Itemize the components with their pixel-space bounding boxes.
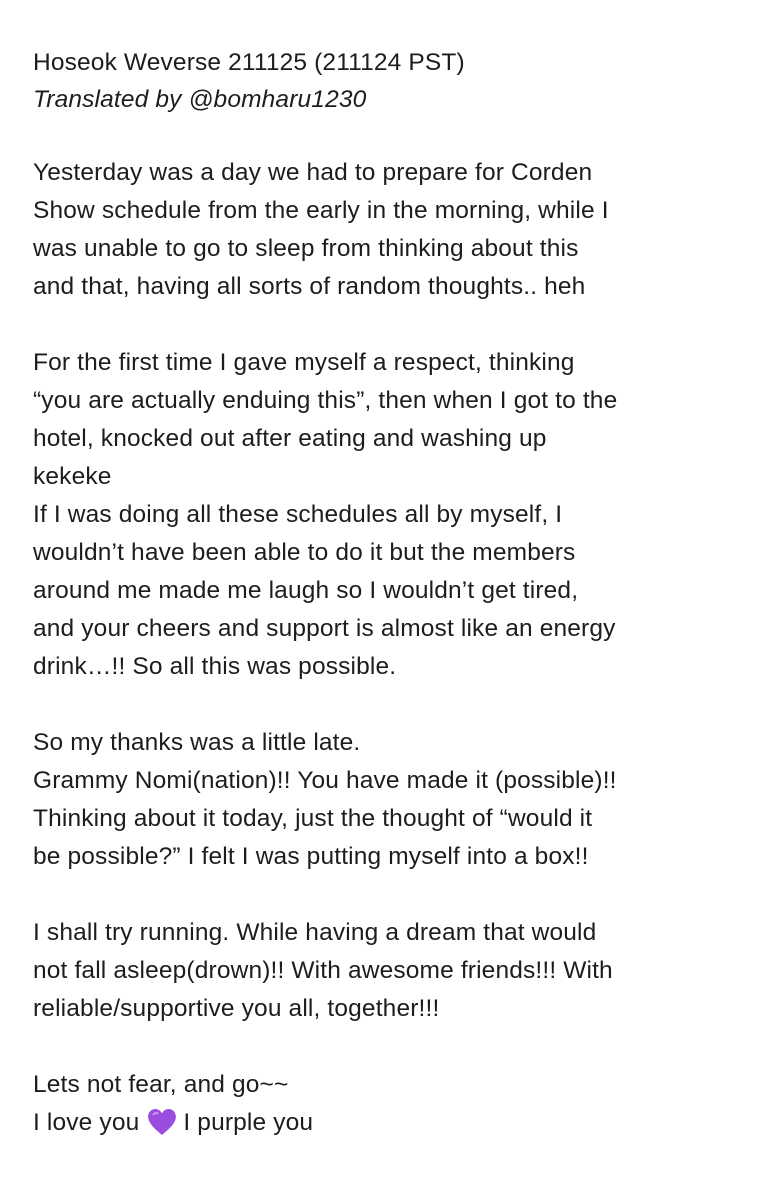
text-line: Yesterday was a day we had to prepare for Corden [33,159,593,186]
text-line: wouldn’t have been able to do it but the members [33,539,576,566]
paragraph-3 [33,724,773,876]
text-line: and that, having all sorts of random thoughts.. heh [33,273,586,300]
text-line: “you are actually enduing this”, then when I got to the [33,387,618,414]
text-line: hotel, knocked out after eating and washing up [33,425,547,452]
text-line: Show schedule from the early in the morning, while I [33,197,609,224]
note-title: Hoseok Weverse 211125 (211124 PST) [33,49,465,76]
text-line: and your cheers and support is almost like an energy [33,615,616,642]
text-line: kekeke [33,463,112,490]
translator-credit: Translated by @bomharu1230 [33,86,367,113]
text-line: If I was doing all these schedules all by myself, I [33,501,563,528]
paragraph-4 [33,914,773,1028]
text-line: So my thanks was a little late. [33,729,361,756]
love-line [33,1104,773,1142]
paragraph-2 [33,344,773,686]
text-line: was unable to go to sleep from thinking about this [33,235,579,262]
text-line: Grammy Nomi(nation)!! You have made it (possible)!! [33,767,617,794]
text-line: around me made me laugh so I wouldn’t get tired, [33,577,579,604]
text-line: not fall asleep(drown)!! With awesome friends!!! With [33,957,613,984]
purple-heart-icon [147,1108,177,1136]
paragraph-spacer [33,1028,773,1066]
text-line: Thinking about it today, just the thought of “would it [33,805,593,832]
closing-line: Lets not fear, and go~~ [33,1071,289,1098]
text-line: drink…!! So all this was possible. [33,653,397,680]
closing [33,1066,773,1142]
text-line: reliable/supportive you all, together!!! [33,995,440,1022]
text-line: be possible?” I felt I was putting myself into a box!! [33,843,589,870]
love-text: I love you [33,1109,140,1136]
note-body [33,44,773,1142]
paragraph-spacer [33,118,773,154]
paragraph-1 [33,154,773,306]
purple-you-text: I purple you [183,1109,314,1136]
text-line: For the first time I gave myself a respect, thinking [33,349,575,376]
text-line: I shall try running. While having a dream that would [33,919,597,946]
paragraph-spacer [33,306,773,344]
paragraph-spacer [33,686,773,724]
paragraph-spacer [33,876,773,914]
